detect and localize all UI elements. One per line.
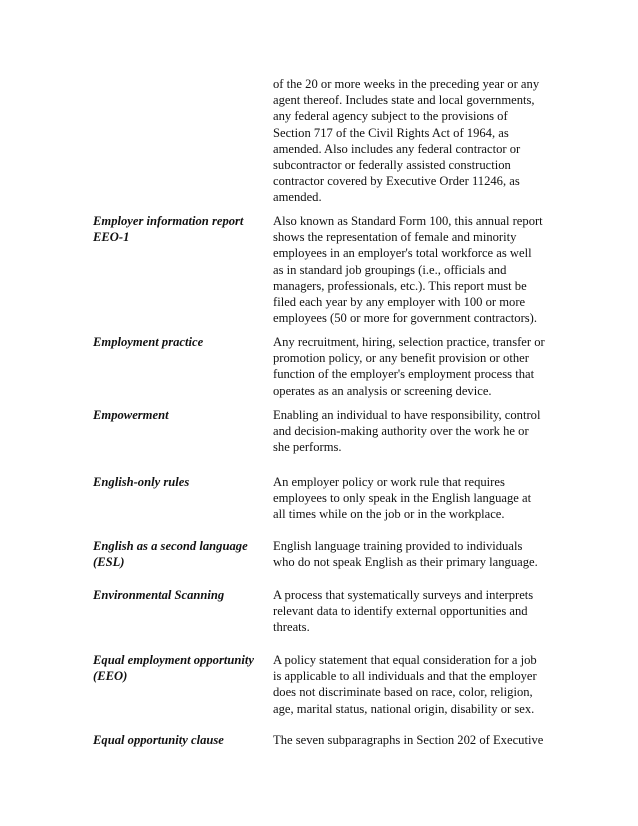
glossary-definition — [273, 213, 545, 326]
term-line: Environmental Scanning — [93, 588, 225, 602]
glossary-term — [93, 652, 261, 684]
definition-line: promotion policy, or any benefit provision or other — [273, 351, 529, 366]
definition-line: does not discriminate based on race, color, religion, — [273, 685, 533, 700]
term-line: Employer information report — [93, 214, 244, 228]
definition-line: is applicable to all individuals and that the employer — [273, 669, 537, 684]
definition-line: threats. — [273, 620, 310, 635]
definition-line: A policy statement that equal consideration for a job — [273, 653, 537, 667]
definition-line: filed each year by any employer with 100 or more — [273, 295, 526, 310]
glossary-definition — [273, 652, 545, 717]
definition-line: employees in an employer's total workforce as well — [273, 246, 532, 261]
glossary-definition — [273, 334, 545, 399]
definition-line: relevant data to identify external opportunities and — [273, 604, 528, 619]
definition-line: age, marital status, national origin, disability or sex. — [273, 701, 535, 716]
glossary-term — [93, 732, 261, 748]
definition-line: and decision-making authority over the work he or — [273, 424, 529, 439]
glossary-definition — [273, 407, 545, 456]
definition-line: An employer policy or work rule that requires — [273, 475, 505, 489]
definition-line: Enabling an individual to have responsibility, control — [273, 408, 541, 422]
glossary-definition — [273, 474, 545, 523]
definition-line: function of the employer's employment process that — [273, 367, 535, 382]
definition-line: as in standard job groupings (i.e., officials and — [273, 262, 507, 277]
term-line: English as a second language — [93, 539, 248, 553]
continued-definition — [273, 76, 545, 206]
glossary-definition — [273, 732, 545, 748]
term-line: Equal opportunity clause — [93, 733, 224, 747]
term-line: Equal employment opportunity — [93, 653, 254, 667]
term-line: (EEO) — [93, 669, 128, 684]
definition-line: who do not speak English as their primary language. — [273, 555, 538, 570]
glossary-term — [93, 587, 261, 603]
term-line: English-only rules — [93, 475, 190, 489]
definition-line: Any recruitment, hiring, selection practice, transfer or — [273, 335, 545, 349]
definition-line: A process that systematically surveys and interprets — [273, 588, 534, 602]
glossary-term — [93, 213, 261, 245]
glossary-term — [93, 334, 261, 350]
glossary-term — [93, 538, 261, 570]
definition-line: managers, professionals, etc.). This report must be — [273, 278, 527, 293]
definition-line: all times while on the job or in the workplace. — [273, 507, 505, 522]
glossary-definition — [273, 538, 545, 570]
glossary-definition — [273, 587, 545, 636]
definition-line: employees to only speak in the English language at — [273, 491, 532, 506]
term-line: EEO-1 — [93, 230, 130, 245]
definition-line: employees (50 or more for government contractors). — [273, 311, 538, 326]
glossary-term — [93, 474, 261, 490]
definition-line: she performs. — [273, 440, 342, 455]
definition-line: amended. — [273, 190, 322, 205]
definition-line: amended. Also includes any federal contractor or — [273, 141, 521, 156]
definition-line: any federal agency subject to the provisions of — [273, 109, 508, 124]
definition-line: agent thereof. Includes state and local governments, — [273, 93, 535, 108]
definition-line: Also known as Standard Form 100, this annual report — [273, 214, 543, 228]
term-line: (ESL) — [93, 555, 125, 570]
definition-line: of the 20 or more weeks in the preceding year or any — [273, 77, 540, 91]
term-line: Employment practice — [93, 335, 204, 349]
definition-line: The seven subparagraphs in Section 202 of Executive — [273, 733, 544, 747]
definition-line: subcontractor or federally assisted construction — [273, 158, 511, 173]
definition-line: Section 717 of the Civil Rights Act of 1964, as — [273, 125, 509, 140]
term-line: Empowerment — [93, 408, 169, 422]
definition-line: shows the representation of female and minority — [273, 230, 517, 245]
glossary-term — [93, 407, 261, 423]
definition-line: English language training provided to individuals — [273, 539, 523, 553]
definition-line: contractor covered by Executive Order 11246, as — [273, 174, 520, 189]
definition-line: operates as an analysis or screening device. — [273, 383, 492, 398]
